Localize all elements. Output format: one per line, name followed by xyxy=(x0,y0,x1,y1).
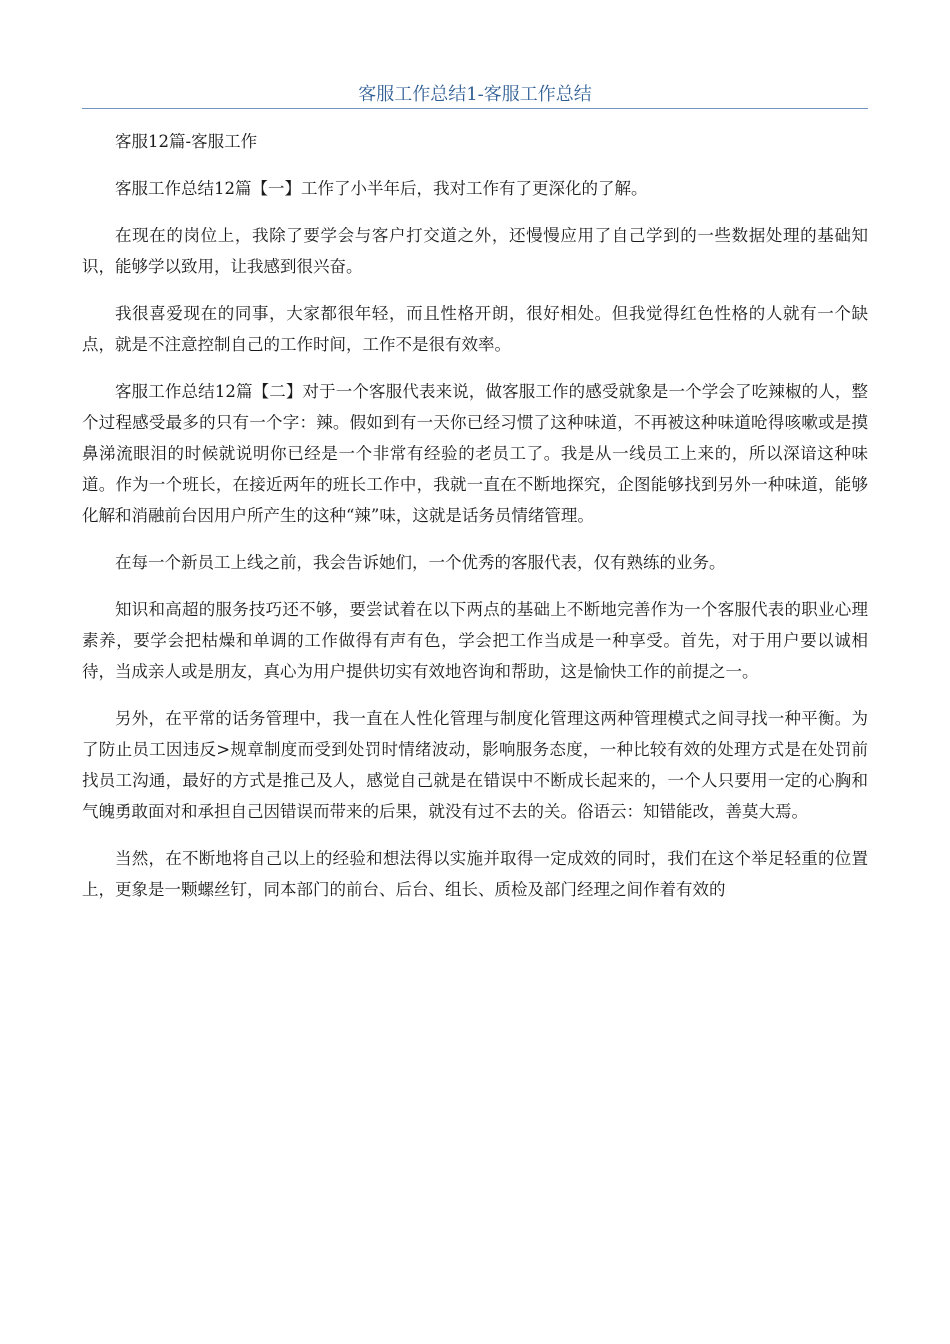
paragraph-subtitle: 客服12篇-客服工作 xyxy=(115,132,258,151)
paragraph: 当然，在不断地将自己以上的经验和想法得以实施并取得一定成效的同时，我们在这个举足轻重的位置上，更象是一颗螺丝钉，同本部门的前台、后台、组长、质检及部门经理之间作着有效的 xyxy=(82,849,868,899)
paragraph: 在现在的岗位上，我除了要学会与客户打交道之外，还慢慢应用了自己学到的一些数据处理的基础知识，能够学以致用，让我感到很兴奋。 xyxy=(82,226,868,276)
document-header-title: 客服工作总结1-客服工作总结 xyxy=(358,84,592,105)
paragraph: 在每一个新员工上线之前，我会告诉她们，一个优秀的客服代表，仅有熟练的业务。 xyxy=(115,553,726,572)
paragraph: 客服工作总结12篇【一】工作了小半年后，我对工作有了更深化的了解。 xyxy=(115,179,648,198)
paragraph: 知识和高超的服务技巧还不够，要尝试着在以下两点的基础上不断地完善作为一个客服代表的职业心理素养，要学会把枯燥和单调的工作做得有声有色，学会把工作当成是一种享受。首先，对于用户要以诚相待，当成亲人或是朋友，真心为用户提供切实有效地咨询和帮助，这是愉快工作的前提之一。 xyxy=(82,600,868,681)
paragraph: 我很喜爱现在的同事，大家都很年轻，而且性格开朗，很好相处。但我觉得红色性格的人就有一个缺点，就是不注意控制自己的工作时间，工作不是很有效率。 xyxy=(82,304,868,354)
paragraph: 另外，在平常的话务管理中，我一直在人性化管理与制度化管理这两种管理模式之间寻找一种平衡。为了防止员工因违反>规章制度而受到处罚时情绪波动，影响服务态度，一种比较有效的处理方式是在处罚前找员工沟通，最好的方式是推己及人，感觉自己就是在错误中不断成长起来的，一个人只要用一定的心胸和气魄勇敢面对和承担自己因错误而带来的后果，就没有过不去的关。俗语云：知错能改，善莫大焉。 xyxy=(82,709,868,821)
header-divider xyxy=(82,108,868,109)
paragraph: 客服工作总结12篇【二】对于一个客服代表来说，做客服工作的感受就象是一个学会了吃辣椒的人，整个过程感受最多的只有一个字：辣。假如到有一天你已经习惯了这种味道，不再被这种味道呛得咳嗽或是摸鼻涕流眼泪的时候就说明你已经是一个非常有经验的老员工了。我是从一线员工上来的，所以深谙这种味道。作为一个班长，在接近两年的班长工作中，我就一直在不断地探究，企图能够找到另外一种味道，能够化解和消融前台因用户所产生的这种“辣”味，这就是话务员情绪管理。 xyxy=(82,382,868,525)
document-body xyxy=(82,126,868,921)
